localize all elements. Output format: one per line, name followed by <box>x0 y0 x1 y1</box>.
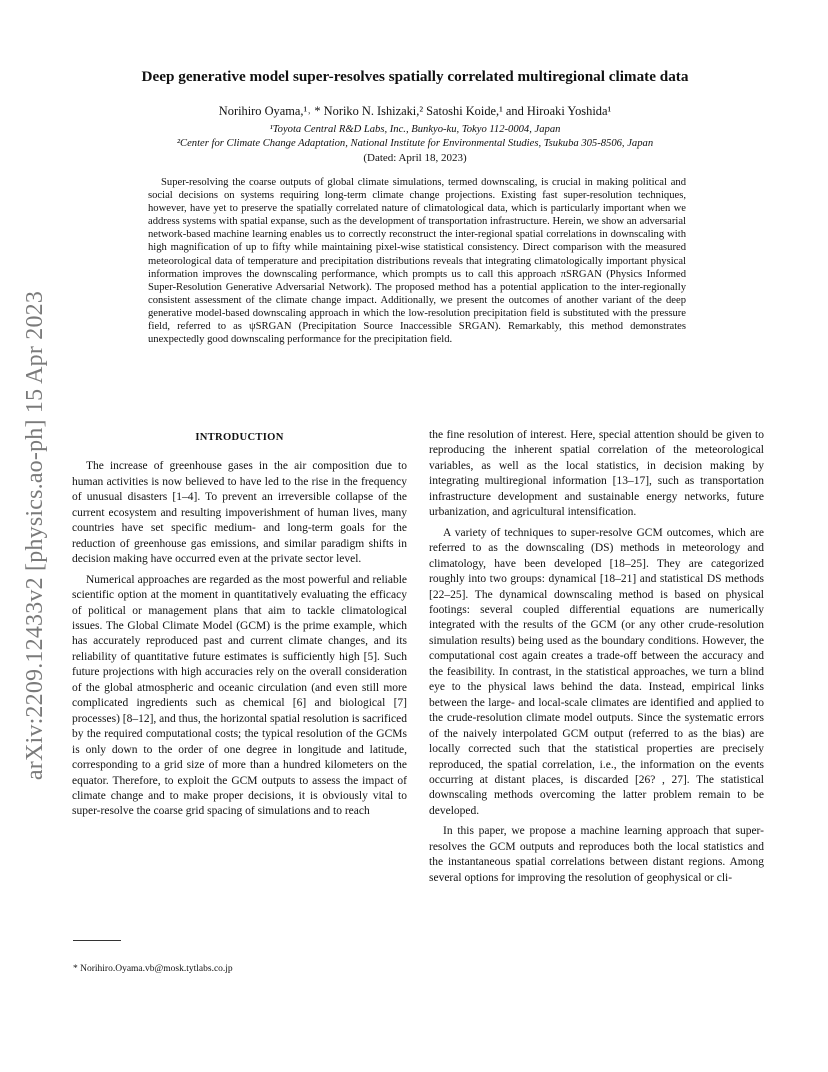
paragraph: the fine resolution of interest. Here, special attention should be given to reproducing the inherent spatial correlation of the meteorological variables, as well as the local statistics, in decision making by integrating multiregional information [13–17], such as transportation infrastructure development and sustainable energy networks, future urbanization, and agricultural intensification. <box>429 429 764 519</box>
paragraph: A variety of techniques to super-resolve GCM outcomes, which are referred to as the downscaling (DS) methods in meteorology and climatology, have been developed [18–25]. They are categorized roughly into two groups: dynamical [18–21] and statistical DS methods [22–25]. The dynamical downscaling method is based on physical footings: several coupled differential equations are numerically integrated with the results of the GCM (or any other crude-resolution simulation results) being used as the boundary conditions. However, the computational cost again creates a trade-off between the accuracy and the feasibility. In contrast, in the statistical approaches, we turn a blind eye to the physical laws behind the data. Instead, empirical links between the large- and local-scale climates are identified and applied to the crude-resolution climate model outputs. Since the systematic errors of the naively interpolated GCM output (referred to as the bias) are locally corrected such that the statistical properties are precisely reproduced, the spatial correlation, i.e., the information on the events occurring at distant places, is discarded [26? , 27]. The statistical downscaling methods overcoming the latter problem remain to be developed. <box>429 526 764 817</box>
paragraph: Numerical approaches are regarded as the most powerful and reliable scientific option at the moment in quantitatively evaluating the efficacy of political or management plans that aim to tackle climatological issues. The Global Climate Model (GCM) is the prime example, which has accurately reproduced past and current climate changes, and its reliability of quantitative future estimates is sufficiently high [5]. Such future projections with high accuracies rely on the overall consideration of the global atmospheric and oceanic circulation (and even still more complicated ingredients such as chemical [6] and biological [7] processes) [8–12], and thus, the horizontal spatial resolution is sacrificed by the required computational costs; the typical resolution of the GCMs is only down to the order of one degree in longitude and latitude, corresponding to a grid size of more than a hundred kilometers on the equator. Therefore, to exploit the GCM outputs to assess the impact of climate change and to make proper decisions, it is obviously vital to super-resolve the coarse grid spacing of simulations and to reach <box>72 573 408 818</box>
footnote-divider <box>73 940 121 941</box>
affiliation-2: ²Center for Climate Change Adaptation, National Institute for Environmental Studies, Tsukuba 305-8506, Japan <box>176 138 654 149</box>
abstract: Super-resolving the coarse outputs of global climate simulations, termed downscaling, is crucial in making political and social decisions on systems requiring long-term climate change projections. Existing fast super-resolution techniques, however, have yet to preserve the spatially correlated nature of climatological data, which is particularly important when we address systems with spatial expanse, such as the development of transportation infrastructure. Herein, we show an adversarial network-based machine learning enables us to correctly reconstruct the inter-regional spatial correlations in downscaling with high magnification of up to fifty while maintaining pixel-wise statistical consistency. Direct comparison with the measured meteorological data of temperature and precipitation distributions reveals that integrating climatologically important physical information improves the downscaling performance, which prompts us to call this approach πSRGAN (Physics Informed Super-Resolution Generative Adversarial Network). The proposed method has a potential application to the inter-regionally consistent assessment of the climate change impact. Additionally, we present the outcomes of another variant of the deep generative model-based downscaling approach in which the low-resolution precipitation field is substituted with the pressure field, referred to as ψSRGAN (Precipitation Source Inaccessible SRGAN). Remarkably, this method demonstrates unexpectedly good downscaling performance for the precipitation field. <box>148 177 686 346</box>
corresponding-author-footnote: * Norihiro.Oyama.vb@mosk.tytlabs.co.jp <box>73 964 233 974</box>
arxiv-identifier: arXiv:2209.12433v2 [physics.ao-ph] 15 Apr 2023 <box>22 290 49 780</box>
left-column <box>72 428 407 825</box>
affiliation-1: ¹Toyota Central R&D Labs, Inc., Bunkyo-ku, Tokyo 112-0004, Japan <box>269 124 561 135</box>
paper-title: Deep generative model super-resolves spatially correlated multiregional climate data <box>141 68 689 85</box>
right-column <box>429 428 764 891</box>
author-list: Norihiro Oyama,¹˒ * Noriko N. Ishizaki,² Satoshi Koide,¹ and Hiroaki Yoshida¹ <box>218 104 612 118</box>
paragraph: In this paper, we propose a machine learning approach that super-resolves the GCM outputs and reproduces both the local statistics and the instantaneous spatial correlations between distant regions. Among several options for improving the resolution of geophysical or cli- <box>429 825 764 884</box>
arxiv-side-stamp <box>22 255 50 815</box>
date-line: (Dated: April 18, 2023) <box>363 152 467 164</box>
paragraph: The increase of greenhouse gases in the air composition due to human activities is now believed to have led to the rise in the frequency of unusual disasters [1–4]. To prevent an irreversible collapse of the current ecosystem and resulting impoverishment of human lives, many countries have set specific medium- and long-term goals for the reduction of greenhouse gas emissions, and similar paradigm shifts in decision making have occurred even at the private sector level. <box>72 460 407 566</box>
section-heading: INTRODUCTION <box>195 432 284 443</box>
